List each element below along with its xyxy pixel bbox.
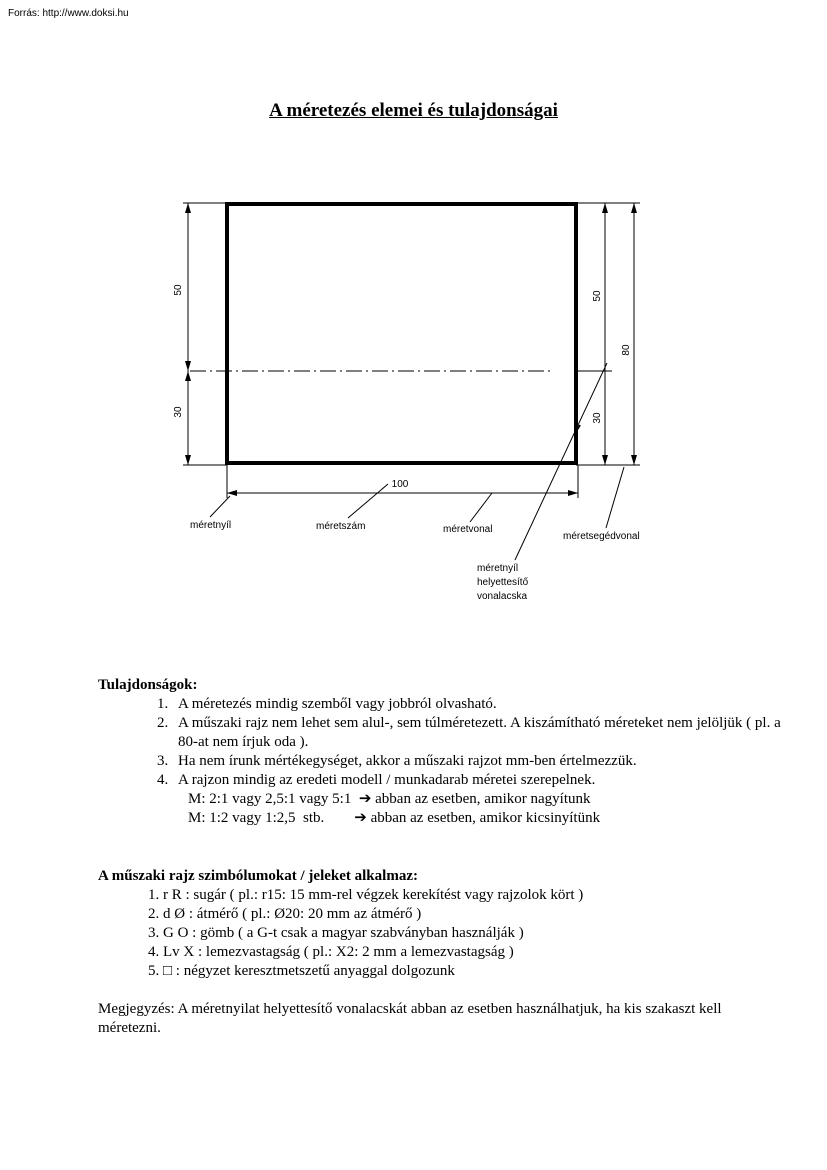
list-item: 2. A műszaki rajz nem lehet sem alul-, sem túlméretezett. A kiszámítható méreteket nem jelöljük ( pl. a 80-at nem írjuk oda ). [172, 714, 798, 752]
dimension-arrow [185, 455, 191, 465]
dimension-arrow [185, 203, 191, 213]
list-item: 1. A méretezés mindig szemből vagy jobbról olvasható. [172, 695, 798, 714]
dimension-arrow [631, 455, 637, 465]
leader-line [348, 484, 388, 518]
part-outline [227, 204, 576, 463]
dimensioning-diagram [0, 190, 827, 620]
label-substitute-tick-1: méretnyíl [477, 563, 519, 574]
dimension-arrow [631, 203, 637, 213]
leader-line [606, 467, 624, 528]
properties-list [98, 695, 798, 790]
dimension-arrow [185, 361, 191, 371]
page-title: A méretezés elemei és tulajdonságai [269, 100, 558, 121]
label-substitute-tick-2: helyettesítő [477, 577, 529, 588]
dim-number-left-bottom: 30 [173, 406, 184, 418]
list-item: 4. Lv X : lemezvastagság ( pl.: X2: 2 mm a lemezvastagság ) [148, 944, 514, 960]
symbols-heading: A műszaki rajz szimbólumokat / jeleket alkalmaz: [98, 868, 418, 884]
label-substitute-tick-3: vonalacska [477, 591, 528, 602]
dim-number-bottom: 100 [391, 479, 409, 490]
source-header: Forrás: http://www.doksi.hu [8, 8, 129, 19]
list-item: 2. d Ø : átmérő ( pl.: Ø20: 20 mm az átmérő ) [148, 906, 422, 922]
properties-heading: Tulajdonságok: [98, 677, 198, 693]
dimension-arrow [227, 490, 237, 496]
scale-enlarge: M: 2:1 vagy 2,5:1 vagy 5:1 ➔ abban az esetben, amikor nagyítunk [188, 791, 591, 807]
note-paragraph: Megjegyzés: A méretnyilat helyettesítő vonalacskát abban az esetben használhatjuk, ha kis szakaszt kell méretezni. [98, 1001, 722, 1036]
list-item: 3. Ha nem írunk mértékegységet, akkor a műszaki rajzot mm-ben értelmezzük. [172, 752, 798, 771]
dimension-arrow [568, 490, 578, 496]
symbols-section [98, 867, 798, 981]
dim-number-right-total: 80 [621, 344, 632, 356]
label-dimension-line: méretvonal [443, 524, 493, 535]
dim-number-right-top: 50 [592, 290, 603, 302]
leader-line [470, 493, 492, 522]
label-dimension-arrow: méretnyíl [190, 520, 232, 531]
list-item: 5. □ : négyzet keresztmetszetű anyaggal dolgozunk [148, 963, 455, 979]
leader-line [210, 496, 230, 517]
scale-reduce: M: 1:2 vagy 1:2,5 stb. ➔ abban az esetben, amikor kicsinyítünk [188, 810, 601, 826]
dimension-arrow [602, 203, 608, 213]
list-item: 4. A rajzon mindig az eredeti modell / munkadarab méretei szerepelnek. [172, 771, 798, 790]
dim-number-right-bottom: 30 [592, 412, 603, 424]
label-extension-line: méretsegédvonal [563, 531, 640, 542]
label-dimension-number: méretszám [316, 521, 366, 532]
properties-section [98, 676, 798, 828]
dim-number-left-top: 50 [173, 284, 184, 296]
list-item: 3. G O : gömb ( a G-t csak a magyar szabványban használják ) [148, 925, 524, 941]
dimension-arrow [185, 371, 191, 381]
dimension-arrow [602, 455, 608, 465]
list-item: 1. r R : sugár ( pl.: r15: 15 mm-rel végzek kerekítést vagy rajzolok kört ) [148, 887, 584, 903]
